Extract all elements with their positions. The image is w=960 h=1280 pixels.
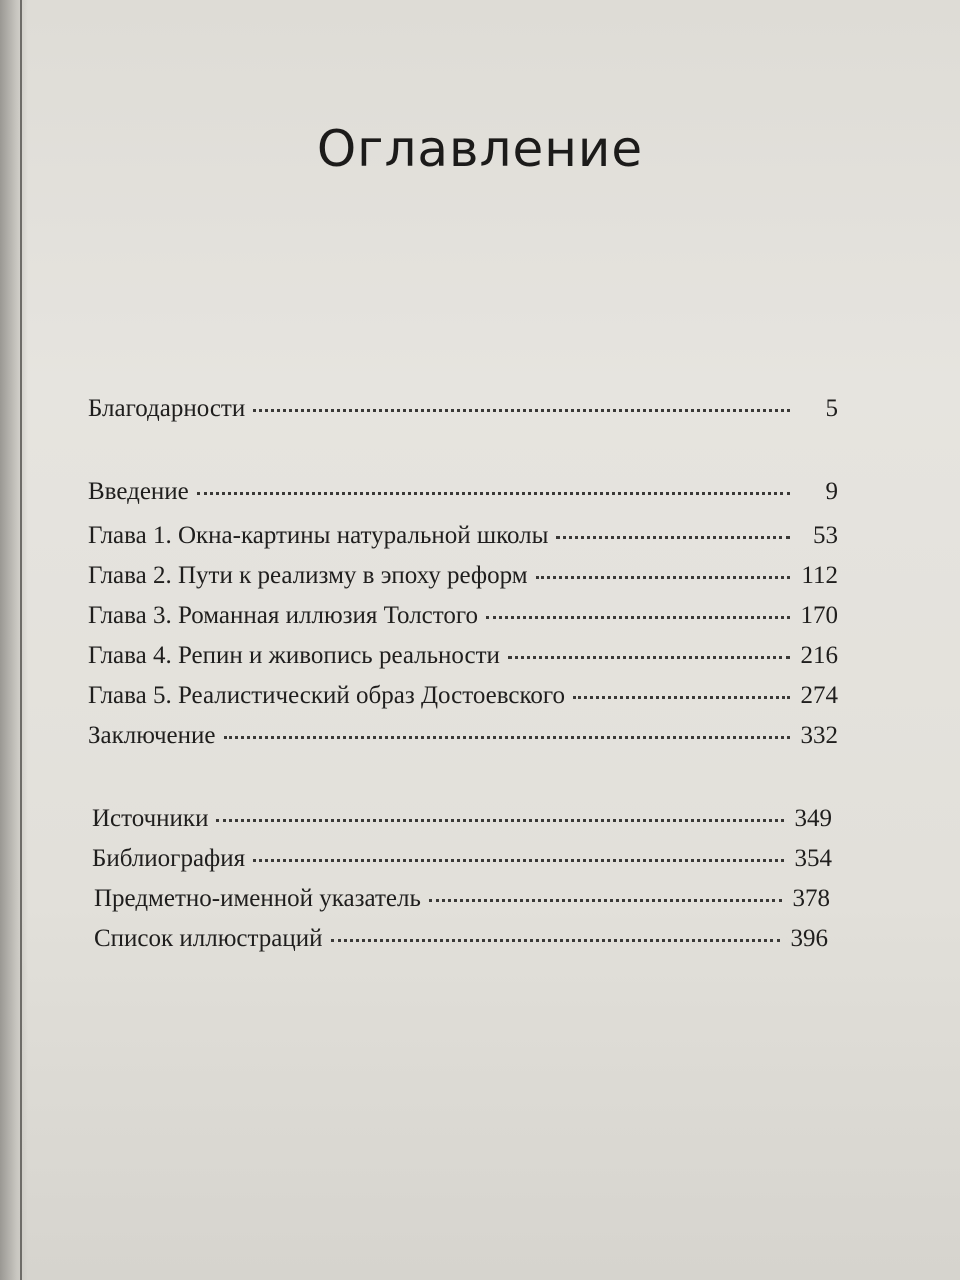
toc-entry-page: 332 xyxy=(800,722,838,749)
dot-leader xyxy=(573,696,790,699)
toc-entry-page: 396 xyxy=(790,925,828,952)
toc-entry-label: Список иллюстраций xyxy=(94,925,323,952)
toc-entry-chapter-5 xyxy=(88,682,838,716)
dot-leader xyxy=(556,536,790,539)
dot-leader xyxy=(429,899,782,902)
toc-entry-label: Глава 1. Окна-картины натуральной школы xyxy=(88,522,549,549)
toc-entry-page: 349 xyxy=(794,805,832,832)
dot-leader xyxy=(331,939,781,942)
toc-entry-label: Заключение xyxy=(88,722,216,749)
toc-entry-page: 378 xyxy=(792,885,830,912)
dot-leader xyxy=(253,409,790,412)
toc-entry-page: 170 xyxy=(800,602,838,629)
toc-entry-acknowledgements xyxy=(88,395,838,429)
toc-entry-label: Глава 3. Романная иллюзия Толстого xyxy=(88,602,478,629)
toc-entry-page: 53 xyxy=(813,522,838,549)
dot-leader xyxy=(486,616,790,619)
toc-entry-label: Глава 2. Пути к реализму в эпоху реформ xyxy=(88,562,528,589)
toc-entry-sources xyxy=(92,805,832,839)
page-spine xyxy=(20,0,22,1280)
toc-entry-page: 112 xyxy=(801,562,838,589)
toc-entry-chapter-1 xyxy=(88,522,838,556)
toc-entry-subject-index xyxy=(94,885,830,919)
toc-entry-chapter-3 xyxy=(88,602,838,636)
dot-leader xyxy=(197,492,790,495)
dot-leader xyxy=(216,819,784,822)
toc-entry-illustrations xyxy=(94,925,828,959)
toc-entry-page: 216 xyxy=(800,642,838,669)
dot-leader xyxy=(253,859,784,862)
toc-entry-chapter-2 xyxy=(88,562,838,596)
dot-leader xyxy=(224,736,791,739)
toc-entry-label: Введение xyxy=(88,478,189,505)
toc-entry-page: 5 xyxy=(825,395,838,422)
toc-entry-label: Библиография xyxy=(92,845,246,872)
toc-entry-label: Глава 5. Реалистический образ Достоевского xyxy=(88,682,566,709)
toc-entry-label: Благодарности xyxy=(88,395,246,422)
dot-leader xyxy=(508,656,790,659)
toc-entry-bibliography xyxy=(92,845,832,879)
toc-entry-label: Источники xyxy=(92,805,209,832)
toc-entry-chapter-4 xyxy=(88,642,838,676)
toc-entry-conclusion xyxy=(88,722,838,756)
page-title: Оглавление xyxy=(316,120,644,178)
toc-entry-page: 354 xyxy=(794,845,832,872)
toc-entry-introduction xyxy=(88,478,838,512)
toc-entry-page: 9 xyxy=(825,478,838,505)
toc-entry-label: Глава 4. Репин и живопись реальности xyxy=(88,642,500,669)
toc-entry-page: 274 xyxy=(800,682,838,709)
dot-leader xyxy=(536,576,790,579)
toc-entry-label: Предметно-именной указатель xyxy=(94,885,421,912)
